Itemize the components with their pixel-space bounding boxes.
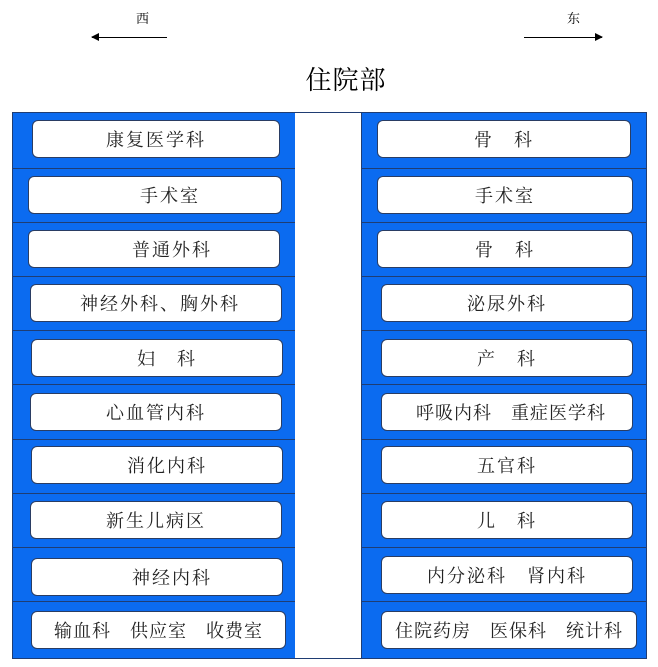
- floor-divider: [362, 601, 646, 602]
- room-endocrinology-nephrology[interactable]: 内分泌科 肾内科: [381, 556, 633, 594]
- west-arrow-icon: [92, 37, 167, 38]
- corridor: [295, 112, 361, 659]
- room-urology[interactable]: 泌尿外科: [381, 284, 633, 322]
- floor-divider: [13, 547, 296, 548]
- east-wing: [361, 112, 647, 659]
- room-blood-supply-cashier[interactable]: 输血科 供应室 收费室: [31, 611, 286, 649]
- room-gynecology[interactable]: 妇 科: [31, 339, 283, 377]
- floor-divider: [362, 493, 646, 494]
- floor-divider: [362, 222, 646, 223]
- east-label: 东: [567, 12, 581, 27]
- floor-divider: [13, 276, 296, 277]
- room-respiratory-icu[interactable]: 呼吸内科 重症医学科: [381, 393, 633, 431]
- room-operating-west[interactable]: 手术室: [28, 176, 282, 214]
- room-cardiology[interactable]: 心血管内科: [30, 393, 282, 431]
- room-pharmacy-insurance-statistics[interactable]: 住院药房 医保科 统计科: [381, 611, 637, 649]
- floor-divider: [13, 439, 296, 440]
- floor-divider: [362, 547, 646, 548]
- floor-divider: [362, 276, 646, 277]
- floor-divider: [13, 601, 296, 602]
- room-general-surgery[interactable]: 普通外科: [28, 230, 280, 268]
- room-obstetrics[interactable]: 产 科: [381, 339, 633, 377]
- east-arrow-icon: [524, 37, 602, 38]
- room-orthopedics-2[interactable]: 骨 科: [377, 230, 633, 268]
- west-wing: [12, 112, 297, 659]
- floor-divider: [362, 168, 646, 169]
- room-rehabilitation-medicine[interactable]: 康复医学科: [32, 120, 280, 158]
- room-operating-east[interactable]: 手术室: [377, 176, 633, 214]
- floor-divider: [13, 493, 296, 494]
- floor-divider: [13, 222, 296, 223]
- room-orthopedics-1[interactable]: 骨 科: [377, 120, 631, 158]
- room-neonatal-ward[interactable]: 新生儿病区: [30, 501, 282, 539]
- room-ent[interactable]: 五官科: [381, 446, 633, 484]
- floor-divider: [362, 439, 646, 440]
- floor-divider: [13, 330, 296, 331]
- building-title: 住院部: [305, 66, 387, 96]
- west-label: 西: [136, 12, 150, 27]
- floor-divider: [362, 384, 646, 385]
- room-neuro-thoracic-surgery[interactable]: 神经外科、胸外科: [30, 284, 282, 322]
- floor-divider: [13, 384, 296, 385]
- floor-divider: [362, 330, 646, 331]
- room-pediatrics[interactable]: 儿 科: [381, 501, 633, 539]
- room-neurology[interactable]: 神经内科: [31, 558, 283, 596]
- room-gastroenterology[interactable]: 消化内科: [31, 446, 283, 484]
- floor-divider: [13, 168, 296, 169]
